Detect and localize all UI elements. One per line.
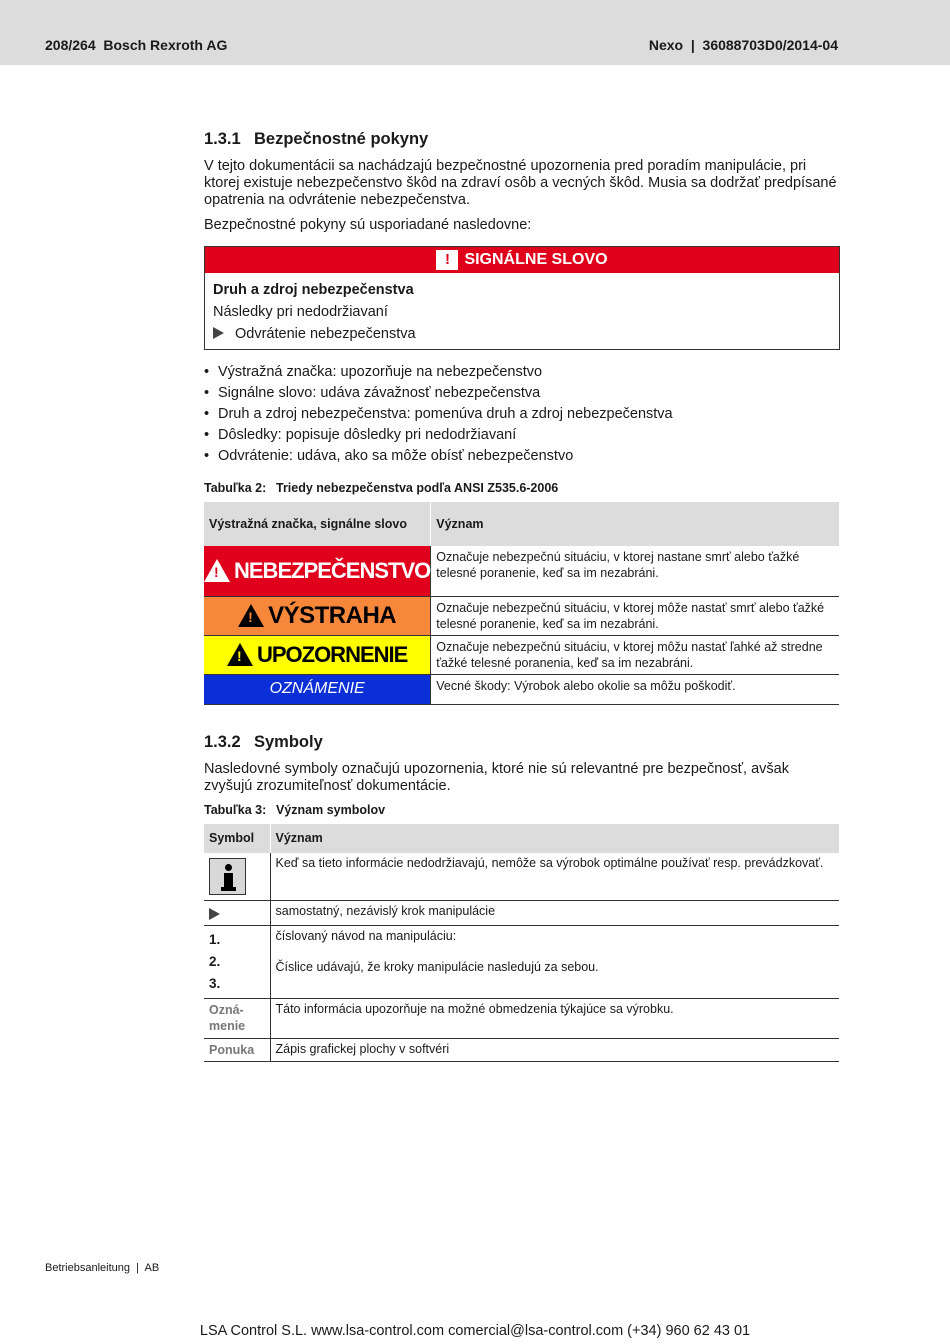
step-number: 1.: [209, 932, 221, 947]
table2-title: Triedy nebezpečenstva podľa ANSI Z535.6-2006: [276, 481, 559, 495]
list-item: • Signálne slovo: udáva závažnosť nebezpečenstva: [204, 383, 840, 404]
numbered-instructions-text: číslovaný návod na manipuláciu:: [275, 929, 457, 943]
symbol-cell: [204, 901, 270, 926]
signal-cell: [204, 596, 431, 635]
table-row: [204, 1039, 839, 1062]
info-icon: [209, 858, 246, 895]
table3-caption: [204, 803, 840, 817]
signal-cell: [204, 546, 431, 596]
main-content: [204, 130, 840, 1062]
safety-intro-paragraph: V tejto dokumentácii sa nachádzajú bezpečnostné upozornenia pred poradím manipulácie, pri ktorej existuje nebezpečenstvo škôd na zdraví osôb a vecných škôd. Musia sa dodržať predpísané opatrenia na odvrátenie nebezpečenstva.: [204, 158, 837, 208]
section-heading-symbols: [204, 733, 840, 752]
header-page-info: 208/264 Bosch Rexroth AG: [45, 37, 228, 53]
safety-structure-paragraph: Bezpečnostné pokyny sú usporiadané nasledovne:: [204, 217, 532, 233]
notice-label: OZNÁMENIE: [269, 680, 365, 697]
table-row: [204, 546, 839, 596]
table-row: [204, 901, 839, 926]
step-number: 3.: [209, 976, 221, 991]
column-header-meaning: Význam: [270, 824, 839, 853]
warning-triangle-icon: !: [204, 559, 230, 582]
symbol-cell: [204, 926, 270, 999]
danger-signal: [204, 546, 430, 596]
warning-signal: [204, 597, 430, 635]
section-title: Symboly: [254, 732, 323, 751]
caution-signal: [204, 636, 430, 674]
footer-doc-type: Betriebsanleitung | AB: [45, 1262, 160, 1274]
table-row: [204, 635, 839, 674]
numbered-instructions-note: Číslice udávajú, že kroky manipulácie nasledujú za sebou.: [275, 960, 599, 974]
signal-word-body: [205, 273, 839, 349]
meaning-cell: samostatný, nezávislý krok manipulácie: [270, 901, 839, 926]
table-row: [204, 926, 839, 999]
page-header: [0, 0, 950, 65]
header-doc-info: Nexo | 36088703D0/2014-04: [648, 37, 838, 53]
danger-label: NEBEZPEČENSTVO: [234, 557, 431, 583]
symbol-cell-notice: Ozná- menie: [204, 999, 270, 1039]
table2-caption: [204, 481, 840, 495]
hazard-prevention: Odvrátenie nebezpečenstva: [235, 326, 416, 342]
table3-label: Tabuľka 3:: [204, 802, 267, 817]
hazard-classes-table: [204, 502, 839, 705]
footer-contact: LSA Control S.L. www.lsa-control.com comercial@lsa-control.com (+34) 960 62 43 01: [199, 1323, 751, 1339]
meaning-cell: Označuje nebezpečnú situáciu, v ktorej môže nastať smrť alebo ťažké telesné poranenie, keď sa im nezabráni.: [431, 596, 839, 635]
symbols-intro-paragraph: Nasledovné symboly označujú upozornenia, ktoré nie sú relevantné pre bezpečnosť, avšak zvyšujú zrozumiteľnosť dokumentácie.: [204, 760, 789, 794]
notice-signal: [204, 675, 430, 704]
table-row: [204, 596, 839, 635]
table-header-row: [204, 824, 839, 853]
hazard-consequences: Následky pri nedodržiavaní: [213, 304, 388, 320]
signal-word-header: [205, 247, 839, 273]
signal-cell: [204, 635, 431, 674]
meaning-cell: Označuje nebezpečnú situáciu, v ktorej nastane smrť alebo ťažké telesné poranenie, keď sa im nezabráni.: [431, 546, 839, 596]
list-item: • Dôsledky: popisuje dôsledky pri nedodržiavaní: [204, 425, 840, 446]
symbol-cell: [204, 853, 270, 901]
section-number: 1.3.1: [204, 130, 241, 148]
meaning-cell: [270, 926, 839, 999]
warning-label: VÝSTRAHA: [268, 601, 397, 629]
list-item: • Výstražná značka: upozorňuje na nebezpečenstvo: [204, 362, 840, 383]
step-arrow-icon: [209, 908, 220, 920]
symbols-table: [204, 824, 839, 1063]
signal-cell: [204, 674, 431, 704]
step-number: 2.: [209, 954, 221, 969]
column-header-symbol: Symbol: [204, 824, 270, 853]
exclamation-icon: !: [436, 250, 458, 270]
section-heading-safety: [204, 130, 840, 149]
meaning-cell: Zápis grafickej plochy v softvéri: [270, 1039, 839, 1062]
step-arrow-icon: [213, 327, 224, 339]
meaning-cell: Keď sa tieto informácie nedodržiavajú, nemôže sa výrobok optimálne používať resp. prevádzkovať.: [270, 853, 839, 901]
list-item: • Druh a zdroj nebezpečenstva: pomenúva druh a zdroj nebezpečenstva: [204, 404, 840, 425]
list-item: • Odvrátenie: udáva, ako sa môže obísť nebezpečenstvo: [204, 446, 840, 467]
table-row: [204, 999, 839, 1039]
hazard-type-source: Druh a zdroj nebezpečenstva: [213, 282, 414, 298]
symbol-cell-menu: Ponuka: [204, 1039, 270, 1062]
table-row: [204, 853, 839, 901]
hazard-prevention-row: [213, 323, 831, 345]
meaning-cell: Táto informácia upozorňuje na možné obmedzenia týkajúce sa výrobku.: [270, 999, 839, 1039]
table3-title: Význam symbolov: [276, 802, 386, 817]
meaning-cell: Vecné škody: Výrobok alebo okolie sa môžu poškodiť.: [431, 674, 839, 704]
caution-label: UPOZORNENIE: [256, 641, 408, 667]
column-header-meaning: Význam: [431, 502, 839, 546]
signal-word-label: SIGNÁLNE SLOVO: [464, 251, 608, 268]
table-header-row: [204, 502, 839, 546]
section-title: Bezpečnostné pokyny: [254, 130, 429, 148]
warning-triangle-icon: !: [238, 604, 264, 627]
warning-triangle-icon: !: [227, 643, 253, 666]
column-header-signal: Výstražná značka, signálne slovo: [204, 502, 431, 546]
meaning-cell: Označuje nebezpečnú situáciu, v ktorej môžu nastať ľahké až stredne ťažké telesné poranenia, keď sa im nezabráni.: [431, 635, 839, 674]
table-row: [204, 674, 839, 704]
signal-word-example-box: [204, 246, 840, 350]
signal-elements-list: [204, 362, 840, 467]
section-number: 1.3.2: [204, 732, 241, 751]
table2-label: Tabuľka 2:: [204, 481, 267, 495]
